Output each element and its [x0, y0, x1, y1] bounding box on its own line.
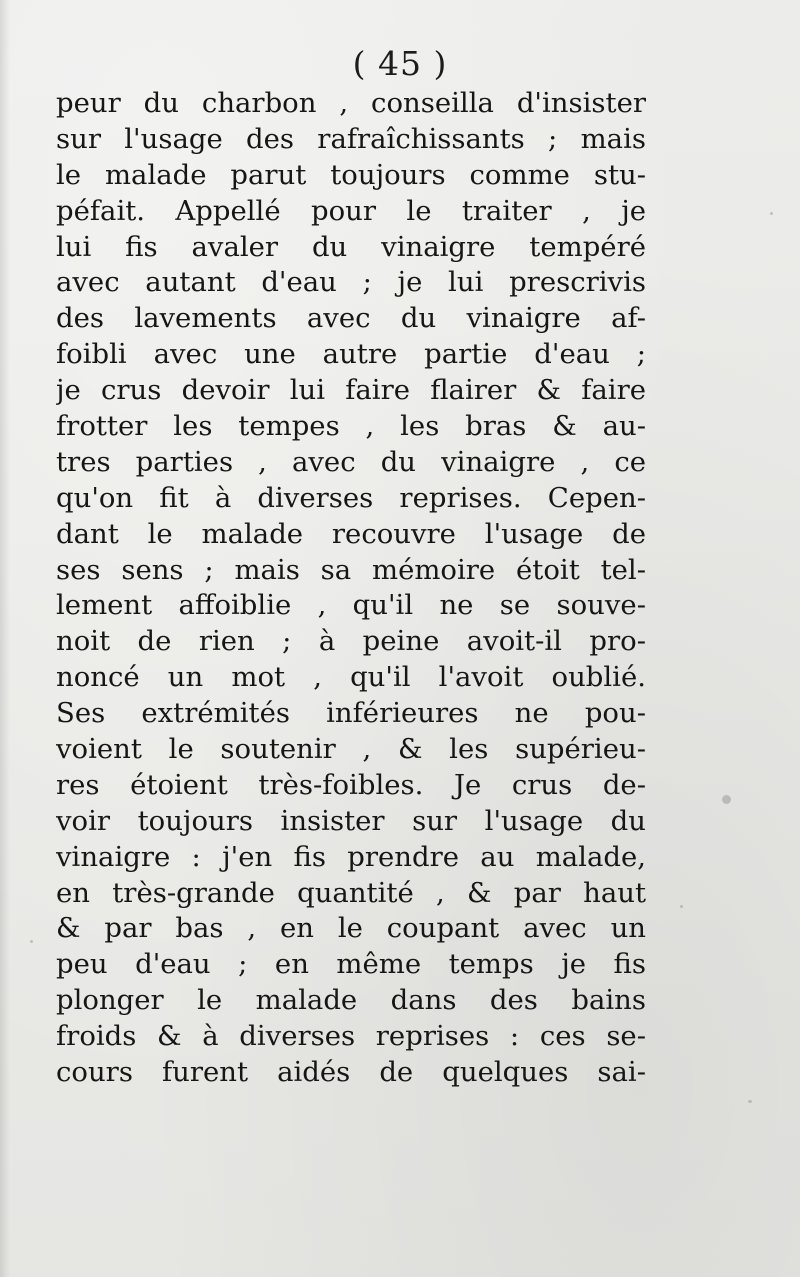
text-line: sur l'usage des rafraîchissants ; mais: [56, 122, 646, 155]
text-line: voir toujours insister sur l'usage du: [56, 804, 646, 837]
text-line: foibli avec une autre partie d'eau ;: [56, 338, 646, 371]
paper-speck: [680, 905, 683, 908]
text-line: lement affoiblie , qu'il ne se souve-: [56, 589, 646, 622]
text-line: peu d'eau ; en même temps je fis: [56, 948, 646, 981]
text-line: peur du charbon , conseilla d'insister: [56, 87, 646, 119]
text-line: ses sens ; mais sa mémoire étoit tel-: [56, 553, 646, 586]
text-line: plonger le malade dans des bains: [56, 984, 646, 1017]
text-line: & par bas , en le coupant avec un: [56, 912, 646, 945]
text-line: tres parties , avec du vinaigre , ce: [56, 445, 646, 478]
text-line: avec autant d'eau ; je lui prescrivis: [56, 266, 646, 299]
text-line: le malade parut toujours comme stu-: [56, 158, 646, 191]
text-line: je crus devoir lui faire flairer & faire: [56, 374, 646, 407]
text-line: cours furent aidés de quelques sai-: [56, 1056, 646, 1089]
text-line: des lavements avec du vinaigre af-: [56, 302, 646, 335]
text-line: qu'on fit à diverses reprises. Cepen-: [56, 481, 646, 514]
paper-speck: [722, 795, 731, 804]
paper-speck: [770, 212, 773, 215]
page-edge-shadow: [0, 0, 10, 1277]
body-text: [56, 86, 646, 1091]
text-line: frotter les tempes , les bras & au-: [56, 410, 646, 443]
text-line: en très-grande quantité , & par haut: [56, 876, 646, 909]
paper-speck: [30, 940, 33, 943]
text-line: noncé un mot , qu'il l'avoit oublié.: [56, 661, 646, 694]
text-line: dant le malade recouvre l'usage de: [56, 517, 646, 550]
text-line: Ses extrémités inférieures ne pou-: [56, 697, 646, 730]
text-line: voient le soutenir , & les supérieu-: [56, 733, 646, 766]
page-number: ( 45 ): [352, 44, 448, 83]
paper-speck: [748, 1100, 752, 1103]
text-line: lui fis avaler du vinaigre tempéré: [56, 230, 646, 263]
text-line: noit de rien ; à peine avoit-il pro-: [56, 625, 646, 658]
text-line: res étoient très-foibles. Je crus de-: [56, 768, 646, 801]
text-line: péfait. Appellé pour le traiter , je: [56, 194, 646, 227]
text-line: froids & à diverses reprises : ces se-: [56, 1020, 646, 1053]
text-line: vinaigre : j'en fis prendre au malade,: [56, 840, 646, 873]
